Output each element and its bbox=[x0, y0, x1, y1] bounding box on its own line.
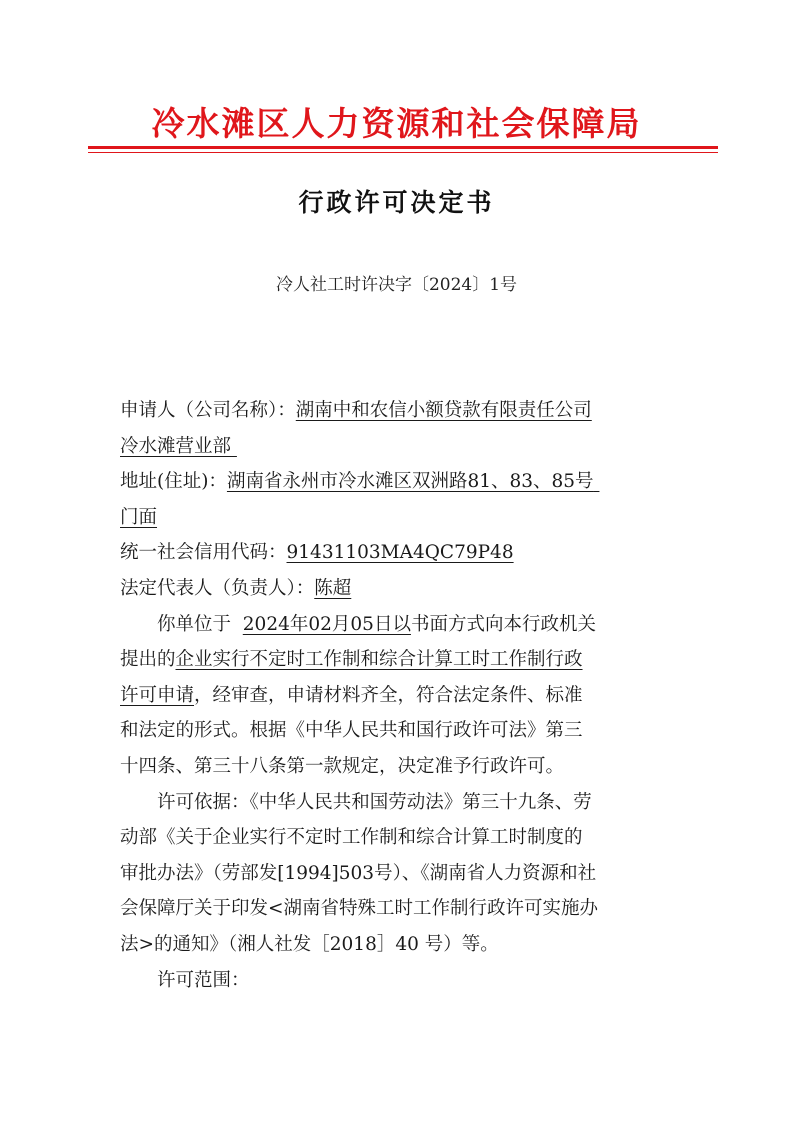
p1-suffix: 书面方式向本行政机关 bbox=[410, 613, 596, 635]
document-number: 冷人社工时许决字〔2024〕1号 bbox=[275, 275, 518, 295]
credit-code-label: 统一社会信用代码： bbox=[120, 542, 287, 564]
credit-code-value: 91431103MA4QC79P48 bbox=[286, 542, 514, 564]
paragraph1-line2 bbox=[120, 642, 668, 678]
paragraph1-line4: 和法定的形式。根据《中华人民共和国行政许可法》第三 bbox=[120, 720, 583, 742]
p1-line3-suffix: ，经审查，申请材料齐全，符合法定条件、标准 bbox=[194, 684, 583, 706]
paragraph2-line2: 动部《关于企业实行不定时工作制和综合计算工时制度的 bbox=[120, 827, 583, 849]
applicant-address-label: 地址(住址)： bbox=[120, 471, 227, 493]
paragraph2-line5: 法>的通知》（湘人社发［2018］40 号）等。 bbox=[120, 933, 499, 955]
applicant-name-value-cont: 冷水滩营业部 bbox=[120, 435, 232, 457]
applicant-address-line-2 bbox=[120, 500, 668, 536]
applicant-address-value: 湖南省永州市冷水滩区双洲路81、83、85号 bbox=[226, 471, 594, 493]
paragraph2-line3: 审批办法》（劳部发[1994]503号）、《湖南省人力资源和社 bbox=[120, 862, 597, 884]
applicant-name-line bbox=[120, 393, 668, 429]
applicant-name-line-2 bbox=[120, 429, 668, 465]
application-date: 2024年02月05日以 bbox=[242, 613, 411, 635]
applicant-address-line bbox=[120, 464, 668, 500]
application-item-cont: 许可申请 bbox=[120, 684, 195, 706]
credit-code-line bbox=[120, 535, 668, 571]
application-item: 企业实行不定时工作制和综合计算工时工作制行政 bbox=[175, 649, 583, 671]
paragraph2-line4: 会保障厅关于印发<湖南省特殊工时工作制行政许可实施办 bbox=[120, 898, 599, 920]
p1-line2-prefix: 提出的 bbox=[120, 649, 176, 671]
document-title: 行政许可决定书 bbox=[298, 188, 495, 217]
underline-pad bbox=[231, 436, 237, 457]
legal-rep-line bbox=[120, 571, 668, 607]
document-body bbox=[120, 393, 668, 998]
agency-header: 冷水滩区人力资源和社会保障局 bbox=[151, 104, 642, 143]
legal-rep-value: 陈超 bbox=[314, 577, 352, 599]
paragraph3-line1: 许可范围： bbox=[157, 969, 250, 991]
paragraph1-line3 bbox=[120, 678, 668, 714]
p1-prefix: 你单位于 bbox=[157, 613, 232, 635]
applicant-address-value-cont: 门面 bbox=[120, 506, 158, 528]
applicant-name-label: 申请人（公司名称）： bbox=[120, 400, 296, 421]
applicant-name-value: 湖南中和农信小额贷款有限责任公司 bbox=[295, 400, 592, 421]
header-rule-thick bbox=[88, 146, 718, 149]
paragraph1-line1 bbox=[120, 607, 668, 643]
header-rule-thin bbox=[88, 152, 718, 153]
paragraph2-line1: 许可依据：《中华人民共和国劳动法》第三十九条、劳 bbox=[157, 791, 592, 813]
paragraph1-line5: 十四条、第三十八条第一款规定，决定准予行政许可。 bbox=[120, 755, 565, 777]
underline-pad bbox=[594, 471, 600, 492]
legal-rep-label: 法定代表人（负责人）： bbox=[120, 577, 315, 599]
